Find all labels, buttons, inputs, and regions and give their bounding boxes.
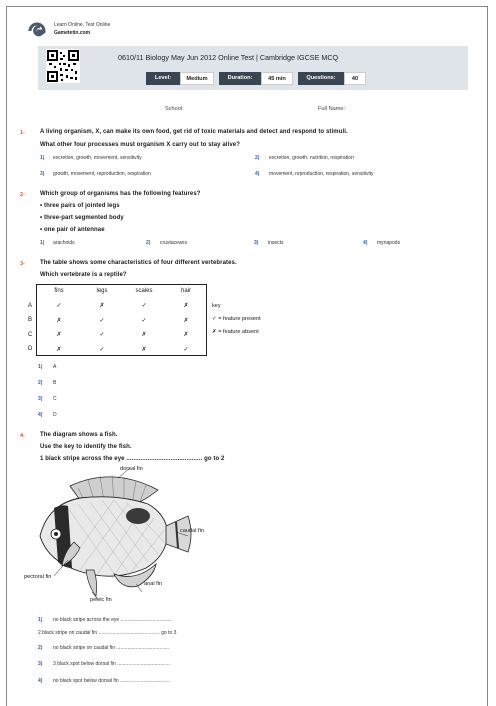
question-text: Use the key to identify the fish. <box>40 444 132 450</box>
table-cell: ✗ <box>183 303 189 310</box>
header-tagline: Learn Online, Test Online <box>54 22 111 28</box>
option-number: 1) <box>38 364 43 370</box>
site-logo-icon <box>28 22 50 40</box>
question-text: A living organism, X, can make its own food, get rid of toxic materials and detect and respond to stimuli. <box>40 129 348 135</box>
question-text: 1 black stripe across the eye ........................................... go to 2 <box>40 456 225 462</box>
label-dorsal-fin: dorsal fin <box>120 466 143 472</box>
row-label: B <box>28 317 33 324</box>
table-cell: ✓ <box>99 317 105 324</box>
table-cell: ✗ <box>141 346 147 353</box>
question-text: • three-part segmented body <box>40 215 124 221</box>
key-title: key <box>212 303 221 309</box>
test-title: 0610/11 Biology May Jun 2012 Online Test | Cambridge IGCSE MCQ <box>118 53 339 62</box>
option-number: 3) <box>40 171 45 177</box>
question-number: 3- <box>20 261 25 267</box>
table-cell: ✓ <box>141 317 147 324</box>
key-absent: ✗ = feature absent <box>212 329 259 335</box>
option-number: 1) <box>40 155 45 161</box>
option-text[interactable]: A <box>53 364 57 370</box>
option-number: 3) <box>254 240 259 246</box>
question-text: Which group of organisms has the following features? <box>40 191 201 197</box>
option-number: 4) <box>255 171 260 177</box>
option-text[interactable]: arachnids <box>53 240 75 246</box>
table-cell: ✗ <box>141 332 147 339</box>
label-anal-fin: anal fin <box>144 581 163 587</box>
table-cell: ✗ <box>56 346 62 353</box>
question-text: The diagram shows a fish. <box>40 432 118 438</box>
table-cell: ✗ <box>99 303 105 310</box>
question-text: What other four processes must organism X carry out to stay alive? <box>40 142 240 148</box>
option-number: 4) <box>38 412 43 418</box>
option-number: 1) <box>40 240 45 246</box>
table-cell: ✓ <box>99 332 105 339</box>
option-text[interactable]: myriapods <box>377 240 401 246</box>
option-text[interactable]: no black spot below dorsal fin .................................... <box>53 678 170 684</box>
option-text[interactable]: crustaceans <box>160 240 187 246</box>
table-row <box>18 342 206 357</box>
duration-value: 45 min <box>261 72 293 85</box>
table-cell: ✓ <box>183 346 189 353</box>
option-number: 3) <box>38 661 43 667</box>
questions-value: 40 <box>344 72 366 85</box>
option-text[interactable]: 3 black spot below dorsal fin ...................................... <box>53 661 170 667</box>
option-number: 4) <box>363 240 368 246</box>
row-label: A <box>28 302 33 309</box>
table-header: legs <box>96 288 108 295</box>
table-cell: ✓ <box>141 303 147 310</box>
option-number: 2) <box>146 240 151 246</box>
level-value: Medium <box>180 72 214 85</box>
table-row <box>18 328 206 343</box>
option-text[interactable]: excretion, growth, movement, sensitivity <box>53 155 142 161</box>
option-number: 2) <box>255 155 260 161</box>
question-text: • one pair of antennae <box>40 227 105 233</box>
table-header: hair <box>180 288 191 295</box>
header-site[interactable]: Gametetin.com <box>54 30 91 36</box>
option-text[interactable]: growth, movement, reproduction, respiration <box>53 171 151 177</box>
question-text: The table shows some characteristics of four different vertebrates. <box>40 260 237 266</box>
label-caudal-fin: caudal fin <box>180 528 204 534</box>
question-text: Which vertebrate is a reptile? <box>40 272 127 278</box>
table-cell: ✗ <box>183 317 189 324</box>
row-label: C <box>28 331 33 338</box>
option-number: 2) <box>38 380 43 386</box>
fish-diagram <box>18 464 228 604</box>
option-text[interactable]: excretion, growth, nutrition, respiration <box>269 155 354 161</box>
option-number: 3) <box>38 396 43 402</box>
table-cell: ✗ <box>183 332 189 339</box>
school-label: School: <box>165 106 184 112</box>
table-header: fins <box>54 288 64 295</box>
option-text[interactable]: insects <box>268 240 284 246</box>
label-pelvic-fin: pelvic fin <box>90 597 112 603</box>
option-text[interactable]: no black stripe on caudal fin ...................................... <box>53 645 170 651</box>
option-text[interactable]: B <box>53 380 57 386</box>
key-present: ✓ = feature present <box>212 316 261 322</box>
question-text: • three pairs of jointed legs <box>40 203 120 209</box>
qr-code-icon <box>46 49 80 83</box>
option-number: 1) <box>38 617 43 623</box>
key-line: 2 black stripe on caudal fin ............................................ go to 3 <box>38 630 177 636</box>
option-number: 2) <box>38 645 43 651</box>
table-cell: ✗ <box>56 332 62 339</box>
fullname-label: Full Name: <box>318 106 346 112</box>
label-pectoral-fin: pectoral fin <box>24 574 52 580</box>
option-text[interactable]: no black stripe across the eye ..................................... <box>53 617 172 623</box>
option-number: 4) <box>38 678 43 684</box>
row-label: D <box>28 346 33 353</box>
level-label: Level: <box>146 72 180 85</box>
question-number: 4- <box>20 433 25 439</box>
option-text[interactable]: C <box>53 396 57 402</box>
question-number: 2- <box>20 192 25 198</box>
duration-label: Duration: <box>219 72 261 85</box>
option-text[interactable]: movement, reproduction, respiration, sensitivity <box>269 171 374 177</box>
table-row <box>18 313 206 328</box>
table-header: scales <box>135 288 153 295</box>
questions-label: Questions: <box>298 72 344 85</box>
table-cell: ✗ <box>56 317 62 324</box>
table-cell: ✓ <box>56 303 62 310</box>
question-number: 1- <box>20 130 25 136</box>
vertebrate-table <box>18 284 206 357</box>
table-row <box>18 299 206 314</box>
table-cell: ✓ <box>99 346 105 353</box>
option-text[interactable]: D <box>53 412 57 418</box>
